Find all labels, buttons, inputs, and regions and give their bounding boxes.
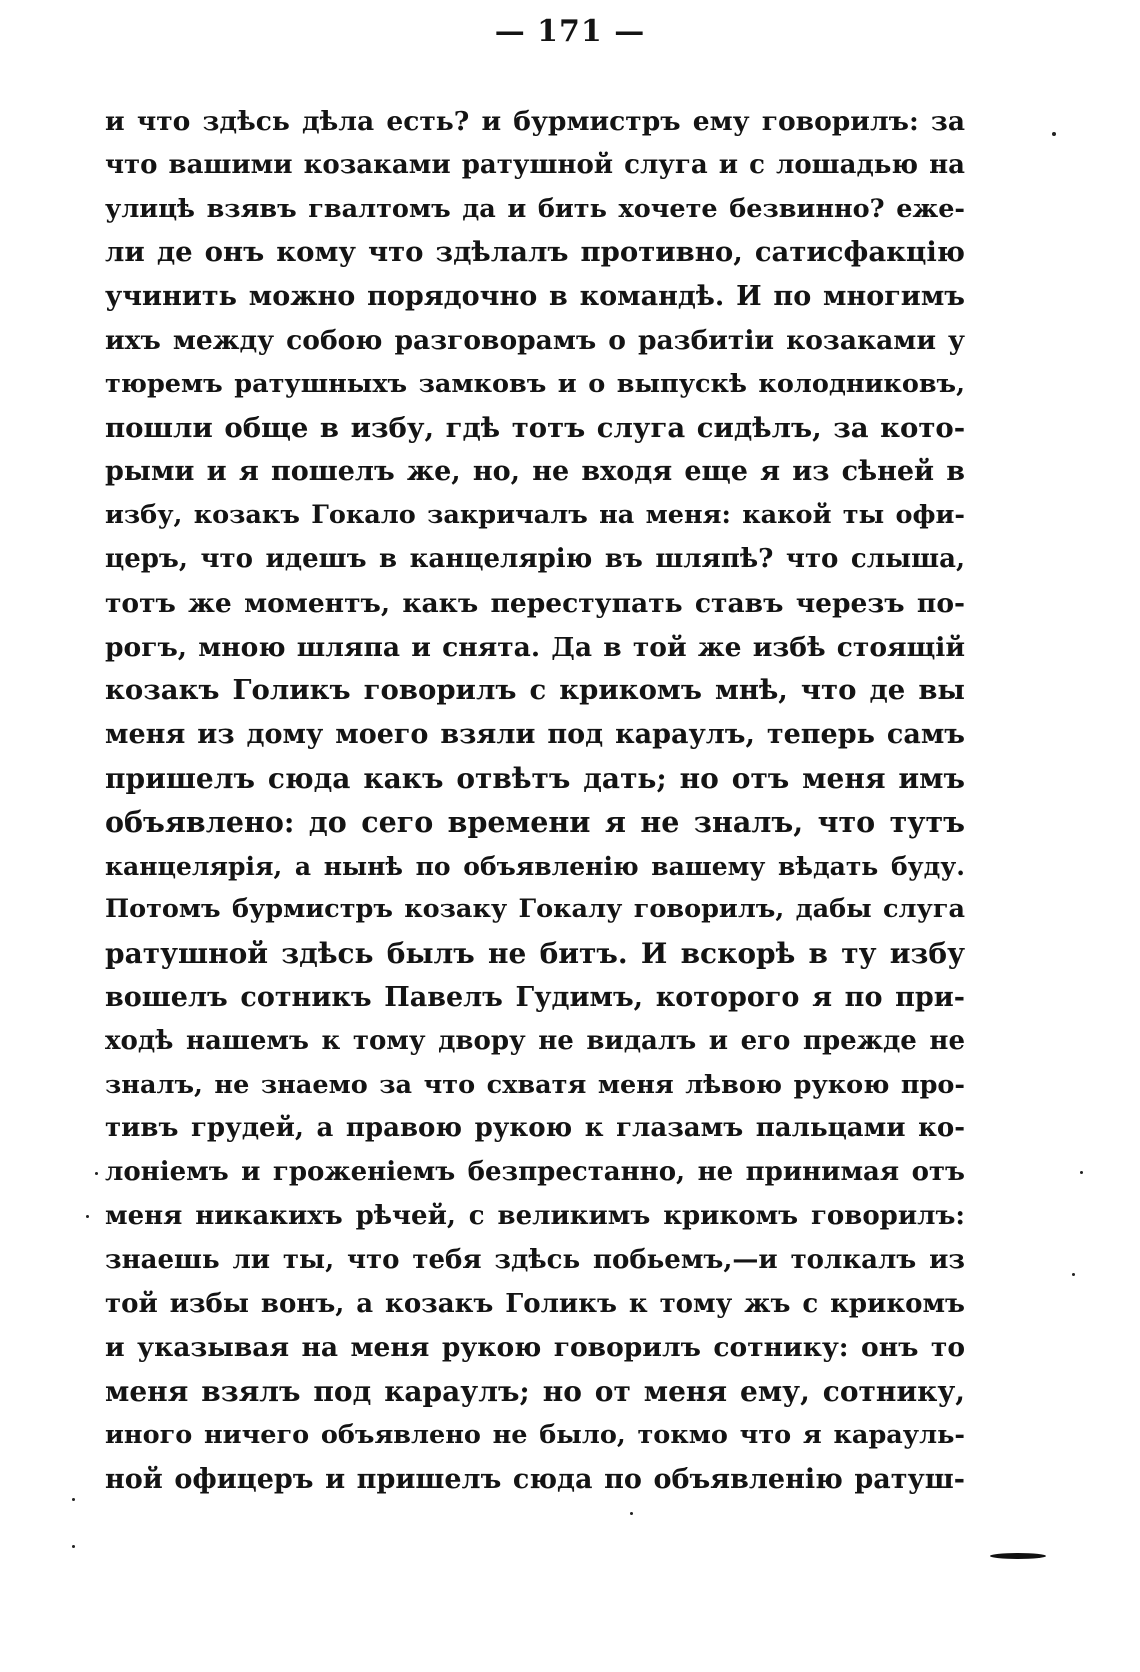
text-line: пришелъ сюда какъ отвѣтъ дать; но отъ меня имъ bbox=[105, 761, 965, 795]
speck bbox=[86, 1215, 89, 1218]
text-line: лоніемъ и гроженіемъ безпрестанно, не принимая отъ bbox=[105, 1157, 965, 1188]
text-line: козакъ Голикъ говорилъ с крикомъ мнѣ, что де вы bbox=[105, 674, 965, 707]
text-line: ходѣ нашемъ к тому двору не видалъ и его прежде не bbox=[105, 1025, 965, 1056]
text-line: ли де онъ кому что здѣлалъ противно, сатисфакцію bbox=[105, 236, 965, 269]
speck bbox=[1072, 1273, 1075, 1276]
text-line: и указывая на меня рукою говорилъ сотнику: онъ то bbox=[105, 1332, 965, 1364]
text-line: что вашими козаками ратушной слуга и с лошадью на bbox=[105, 149, 966, 180]
speck bbox=[1080, 1171, 1083, 1174]
text-line: объявлено: до сего времени я не зналъ, что тутъ bbox=[105, 804, 965, 839]
text-line: иного ничего объявлено не было, токмо что я карауль- bbox=[105, 1419, 965, 1450]
speck bbox=[630, 1512, 633, 1515]
text-line: ихъ между собою разговорамъ о разбитіи козаками у bbox=[105, 324, 965, 356]
text-line: меня из дому моего взяли под караулъ, теперь самъ bbox=[105, 719, 965, 751]
body-text bbox=[105, 100, 965, 1502]
text-line: рыми и я пошелъ же, но, не входя еще я из сѣней в bbox=[105, 456, 965, 488]
text-line: избу, козакъ Гокало закричалъ на меня: какой ты офи- bbox=[105, 500, 965, 531]
text-line: учинить можно порядочно в командѣ. И по многимъ bbox=[105, 281, 965, 313]
text-line: рогъ, мною шляпа и снята. Да в той же избѣ стоящій bbox=[105, 631, 966, 663]
ink-mark bbox=[990, 1553, 1046, 1559]
text-line: тюремъ ратушныхъ замковъ и о выпускѣ колодниковъ, bbox=[105, 368, 965, 399]
text-line: тивъ грудей, а правою рукою к глазамъ пальцами ко- bbox=[105, 1113, 965, 1144]
text-line: церъ, что идешъ в канцелярію въ шляпѣ? что слыша, bbox=[105, 543, 965, 574]
speck bbox=[72, 1545, 75, 1548]
text-line: той избы вонъ, а козакъ Голикъ к тому жъ с крикомъ bbox=[105, 1288, 965, 1319]
speck bbox=[1052, 132, 1056, 136]
text-line: канцелярія, а нынѣ по объявленію вашему вѣдать буду. bbox=[105, 851, 965, 881]
text-line: улицѣ взявъ гвалтомъ да и бить хочете безвинно? еже- bbox=[105, 193, 965, 224]
speck bbox=[95, 1172, 98, 1175]
text-line: вошелъ сотникъ Павелъ Гудимъ, которого я по при- bbox=[105, 981, 965, 1013]
text-line: зналъ, не знаемо за что схватя меня лѣвою рукою про- bbox=[105, 1069, 965, 1100]
text-line: ратушной здѣсь былъ не битъ. И вскорѣ в ту избу bbox=[105, 937, 965, 971]
text-line: тотъ же моментъ, какъ переступать ставъ черезъ по- bbox=[105, 587, 965, 619]
speck bbox=[72, 1498, 75, 1501]
text-line: Потомъ бурмистръ козаку Гокалу говорилъ, дабы слуга bbox=[105, 894, 965, 925]
text-line: и что здѣсь дѣла есть? и бурмистръ ему говорилъ: за bbox=[105, 106, 965, 137]
text-line: меня взялъ под караулъ; но от меня ему, сотнику, bbox=[105, 1375, 965, 1409]
text-line: пошли обще в избу, гдѣ тотъ слуга сидѣлъ, за кото- bbox=[105, 411, 966, 444]
text-line: знаешь ли ты, что тебя здѣсь побьемъ,—и толкалъ из bbox=[105, 1244, 965, 1275]
text-line: ной офицеръ и пришелъ сюда по объявленію ратуш- bbox=[105, 1463, 965, 1495]
text-line: меня никакихъ рѣчей, с великимъ крикомъ говорилъ: bbox=[105, 1200, 965, 1231]
page-number: — 171 — bbox=[494, 14, 646, 49]
